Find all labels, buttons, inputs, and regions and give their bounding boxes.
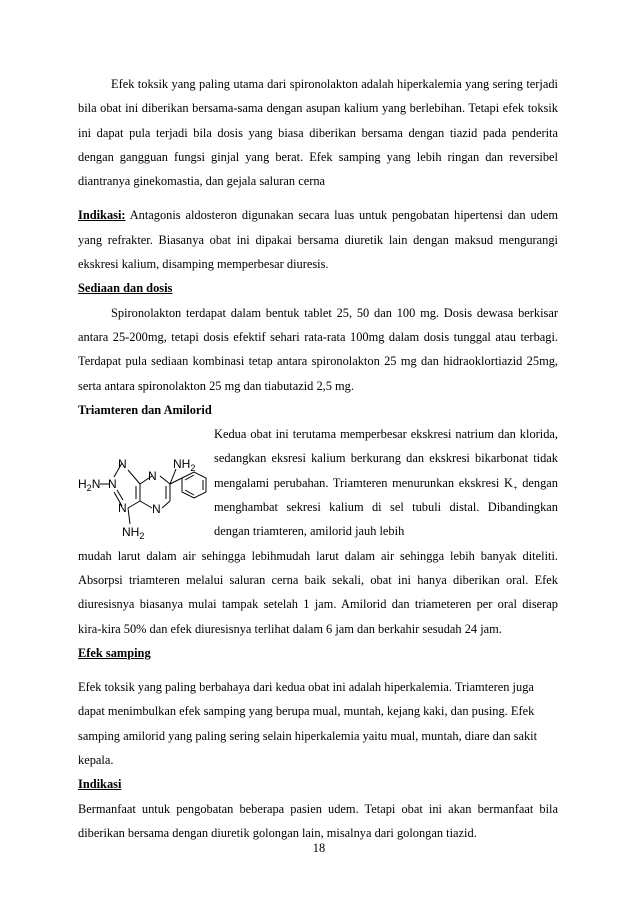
structure-atom-n: N <box>152 502 161 517</box>
structure-atom-n: N <box>118 457 127 472</box>
structure-atom-n: N <box>118 501 127 516</box>
page-number: 18 <box>312 841 326 855</box>
structure-nh2-left: $H_2N$ <box>78 477 101 494</box>
structure-nh2-top: $NH_2$ <box>173 457 196 474</box>
paragraph-sediaan: Spironolakton terdapat dalam bentuk tablet 25, 50 dan 100 mg. Dosis dewasa berkisar antara 25-200mg, tetapi dosis efektif sehari rata-rata 100mg dalam dosis tunggal atau terbagi. Terdapat pula sediaan kombinasi tetap antara spironolakton 25 mg dan hidraoklortiazid 25mg, serta antara spironolakton 25 mg dan tiabutazid 2,5 mg. <box>78 305 558 393</box>
potassium-charge: + <box>513 483 518 493</box>
heading-triamteren-amilorid: Triamteren dan Amilorid <box>78 402 212 417</box>
paragraph-indikasi <box>78 203 558 276</box>
structure-atom-n: N <box>108 477 117 492</box>
structure-and-text <box>78 422 558 543</box>
paragraph-triamteren-cont: mudah larut dalam air sehingga lebihmudah larut dalam air sehingga lebih banyak diteliti. Absorpsi triamteren melalui saluran cerna baik sekali, obat ini hanya diberikan oral. Efek diuresisnya biasanya mulai tampak setelah 1 jam. Amilorid dan triameteren per oral diserap kira-kira 50% dan efek diuresisnya terlihat dalam 6 jam dan berkahir sesudah 24 jam. <box>78 548 558 636</box>
indikasi-label: Indikasi: <box>78 208 126 223</box>
paragraph-indikasi-2: Bermanfaat untuk pengobatan beberapa pasien udem. Tetapi obat ini akan bermanfaat bila diberikan bersama dengan diuretik golongan lain, misalnya dari golongan tiazid. <box>78 801 558 840</box>
heading-indikasi: Indikasi <box>78 777 122 792</box>
indikasi-text: Antagonis aldosteron digunakan secara luas untuk pengobatan hipertensi dan udem yang refrakter. Biasanya obat ini dipakai bersama diuretik lain dengan maksud mengurangi ekskresi kalium, disamping memperbesar diuresis. <box>78 208 558 272</box>
heading-sediaan-dosis: Sediaan dan dosis <box>78 281 173 296</box>
heading-efek-samping: Efek samping <box>78 645 151 660</box>
structure-atom-n: N <box>148 469 157 484</box>
paragraph-efek-toksik: Efek toksik yang paling utama dari spironolakton adalah hiperkalemia yang sering terjadi bila obat ini diberikan bersama-sama dengan asupan kalium yang berlebihan. Tetapi efek toksik ini dapat pula terjadi bila dosis yang biasa diberikan bersama dengan tiazid pada penderita dengan gangguan fungsi ginjal yang berat. Efek samping yang lebih ringan dan reversibel diantranya ginekomastia, dan gejala saluran cerna <box>78 77 558 189</box>
triamterene-structure-diagram <box>78 422 214 542</box>
paragraph-efek-samping: Efek toksik yang paling berbahaya dari kedua obat ini adalah hiperkalemia. Triamteren juga dapat menimbulkan efek samping yang berupa mual, muntah, kejang kaki, dan pusing. Efek samping amilorid yang paling sering selain hiperkalemia yaitu mual, muntah, diare dan sakit kepala. <box>78 680 538 768</box>
structure-nh2-bottom: $NH_2$ <box>122 525 145 542</box>
paragraph-triamteren-float: Kedua obat ini terutama memperbesar ekskresi natrium dan klorida, sedangkan eksresi kalium berkurang dan ekskresi bikarbonat tidak mengalami perubahan. Triamteren menurunkan ekskresi $K_+$ dengan menghambat sekresi kalium di sel tubuli distal. Dibandingkan dengan triamteren, amilorid jauh lebih <box>214 427 558 539</box>
